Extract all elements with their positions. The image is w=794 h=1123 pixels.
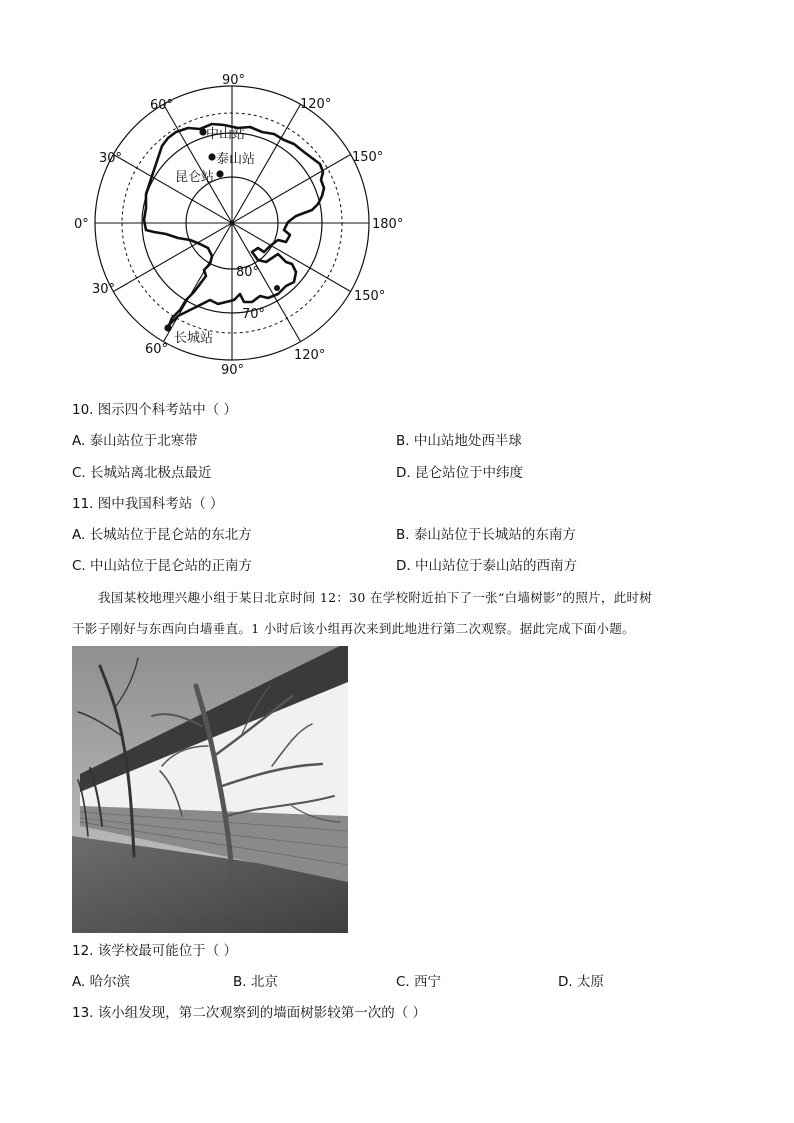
lat-80-label: 80° bbox=[236, 265, 260, 280]
reading-passage bbox=[72, 582, 722, 644]
lon-right-upper-label: 150° bbox=[352, 150, 384, 165]
lon-left-upper-label: 30° bbox=[99, 151, 123, 166]
question-12-option-d: D. 太原 bbox=[558, 974, 604, 990]
passage-line-2: 干影子刚好与东西向白墙垂直。1 小时后该小组再次来到此地进行第二次观察。据此完成下面小题。 bbox=[72, 621, 635, 636]
lon-bottom-left-label: 60° bbox=[145, 342, 169, 357]
changcheng-station-label: 长城站 bbox=[174, 331, 214, 346]
question-11-option-c: C. 中山站位于昆仑站的正南方 bbox=[72, 558, 253, 574]
question-12-option-c: C. 西宁 bbox=[396, 974, 442, 990]
lon-right-label: 180° bbox=[372, 217, 404, 232]
question-11-stem: 11. 图中我国科考站（ ） bbox=[72, 496, 224, 512]
question-10-stem: 10. 图示四个科考站中（ ） bbox=[72, 402, 238, 418]
question-11-option-d: D. 中山站位于泰山站的西南方 bbox=[396, 558, 577, 574]
taishan-station-label: 泰山站 bbox=[216, 152, 256, 167]
changcheng-station-dot bbox=[164, 324, 171, 331]
question-11-option-b: B. 泰山站位于长城站的东南方 bbox=[396, 527, 576, 543]
question-10-option-a: A. 泰山站位于北寒带 bbox=[72, 433, 198, 449]
question-10-option-d: D. 昆仑站位于中纬度 bbox=[396, 465, 523, 481]
lon-top-left-label: 60° bbox=[150, 98, 174, 113]
lon-left-lower-label: 30° bbox=[92, 282, 116, 297]
question-12-option-a: A. 哈尔滨 bbox=[72, 974, 131, 990]
question-12-stem: 12. 该学校最可能位于（ ） bbox=[72, 943, 238, 959]
antarctica-polar-map bbox=[72, 72, 412, 382]
kunlun-station-label: 昆仑站 bbox=[175, 170, 215, 185]
passage-line-1: 我国某校地理兴趣小组于某日北京时间 12：30 在学校附近拍下了一张“白墙树影”的照片，此时树 bbox=[98, 590, 653, 605]
lon-bottom-label: 90° bbox=[221, 363, 245, 378]
question-10-option-b: B. 中山站地处西半球 bbox=[396, 433, 522, 449]
lon-top-label: 90° bbox=[222, 73, 246, 88]
zhongshan-station-label: 中山站 bbox=[206, 127, 246, 142]
taishan-station-dot bbox=[208, 153, 215, 160]
lon-right-lower-label: 150° bbox=[354, 289, 386, 304]
question-12-option-b: B. 北京 bbox=[233, 974, 278, 990]
question-13-stem: 13. 该小组发现，第二次观察到的墙面树影较第一次的（ ） bbox=[72, 1005, 427, 1021]
question-10-option-c: C. 长城站离北极点最近 bbox=[72, 465, 212, 481]
white-wall-tree-shadow-photo bbox=[72, 646, 348, 933]
coast-point-dot bbox=[274, 285, 280, 291]
lon-top-right-label: 120° bbox=[300, 97, 332, 112]
lon-left-label: 0° bbox=[74, 217, 89, 232]
longitude-labels bbox=[74, 73, 403, 378]
question-11-option-a: A. 长城站位于昆仑站的东北方 bbox=[72, 527, 252, 543]
lon-bottom-right-label: 120° bbox=[294, 348, 326, 363]
lat-70-label: 70° bbox=[242, 307, 266, 322]
kunlun-station-dot bbox=[216, 170, 223, 177]
